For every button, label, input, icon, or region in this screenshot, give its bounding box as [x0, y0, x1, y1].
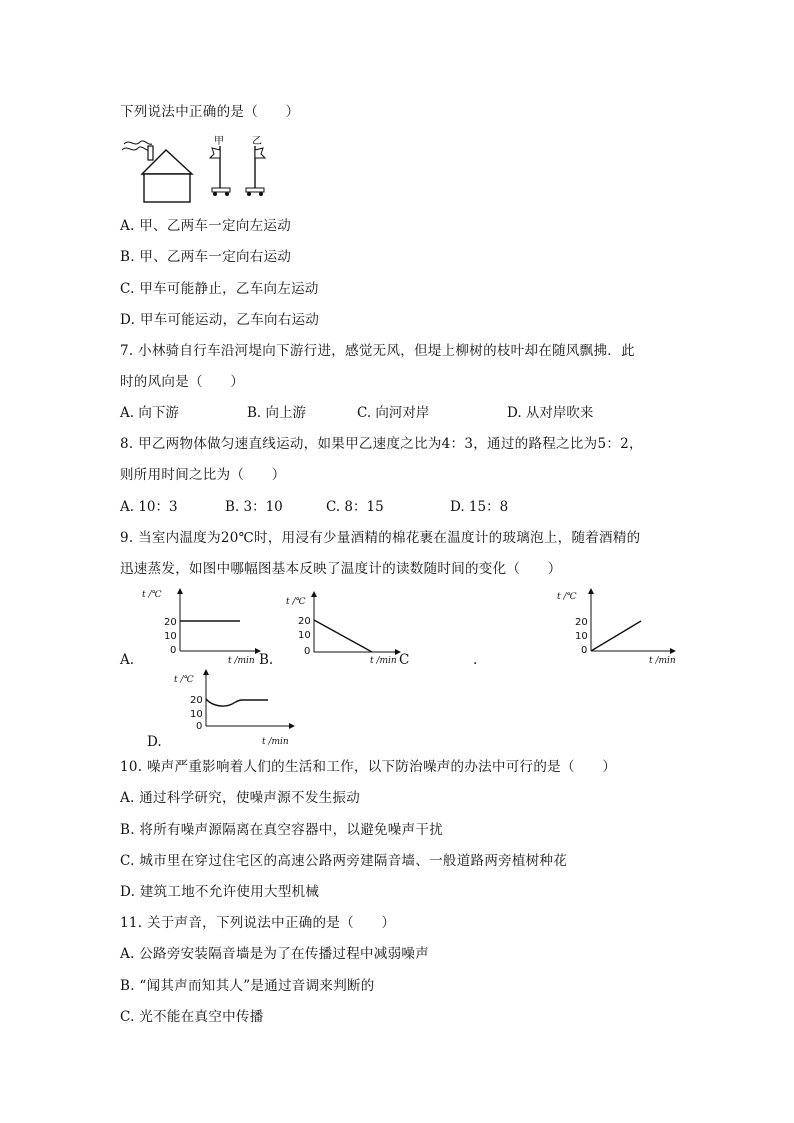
- graph-b-x-label: t /min: [370, 656, 397, 666]
- q9-line2: 迅速蒸发，如图中哪幅图基本反映了温度计的读数随时间的变化（ ）: [120, 561, 562, 577]
- q6-option-b: B. 甲、乙两车一定向右运动: [120, 249, 292, 265]
- svg-text:10: 10: [298, 630, 311, 641]
- svg-text:20: 20: [190, 695, 203, 706]
- q6-option-c: C. 甲车可能静止，乙车向左运动: [120, 281, 319, 297]
- q7-option-d: D. 从对岸吹来: [507, 405, 594, 421]
- graph-b-curve: [314, 620, 372, 652]
- q8-line1: 8. 甲乙两物体做匀速直线运动，如果甲乙速度之比为4：3，通过的路程之比为5：2，: [120, 436, 643, 452]
- q10-option-a: A. 通过科学研究，使噪声源不发生振动: [120, 790, 361, 806]
- q11-option-c: C. 光不能在真空中传播: [120, 1009, 264, 1025]
- svg-text:20: 20: [298, 616, 311, 627]
- q9-label-c-dot: .: [473, 652, 478, 668]
- car-jia: [210, 146, 230, 196]
- q11-option-a: A. 公路旁安装隔音墙是为了在传播过程中减弱噪声: [120, 946, 430, 962]
- graph-c-x-label: t /min: [649, 656, 676, 666]
- q7-option-b: B. 向上游: [247, 405, 307, 421]
- svg-text:20: 20: [164, 617, 177, 628]
- graph-d-x-label: t /min: [262, 737, 289, 747]
- svg-text:10: 10: [164, 631, 177, 642]
- q7-line2: 时的风向是（ ）: [120, 374, 245, 390]
- q8-line2: 则所用时间之比为（ ）: [120, 467, 286, 483]
- q9-label-c: C: [399, 652, 410, 668]
- svg-text:0: 0: [581, 645, 588, 656]
- svg-text:10: 10: [190, 709, 203, 720]
- graph-c-curve: [591, 621, 641, 651]
- graph-b-y-label: t /℃: [286, 597, 306, 607]
- graph-d-y-label: t /℃: [174, 675, 194, 685]
- svg-text:10: 10: [575, 631, 588, 642]
- graph-a: [140, 585, 265, 665]
- svg-text:0: 0: [170, 645, 177, 656]
- smoke-lines: [124, 141, 152, 144]
- q9-label-a: A.: [120, 652, 135, 668]
- svg-text:20: 20: [575, 617, 588, 628]
- q8-option-d: D. 15：8: [450, 499, 509, 515]
- q8-option-a: A. 10：3: [120, 499, 178, 515]
- flag-yi-label: 乙: [252, 136, 262, 147]
- q6-option-d: D. 甲车可能运动，乙车向右运动: [120, 312, 320, 328]
- q8-option-b: B. 3：10: [225, 499, 283, 515]
- house-flags-figure: [120, 132, 280, 204]
- q10-option-c: C. 城市里在穿过住宅区的高速公路两旁建隔音墙、一般道路两旁植树种花: [120, 853, 568, 869]
- graph-a-y-label: t /℃: [142, 590, 162, 600]
- svg-text:0: 0: [196, 721, 203, 732]
- q6-stem: 下列说法中正确的是（ ）: [120, 104, 300, 120]
- q9-label-b: B.: [259, 652, 274, 668]
- flag-jia-label: 甲: [214, 136, 224, 147]
- q7-option-a: A. 向下游: [120, 405, 179, 421]
- graph-c: [555, 585, 680, 665]
- graph-b: [280, 590, 405, 665]
- q11-option-b: B. “闻其声而知其人”是通过音调来判断的: [120, 978, 375, 994]
- q6-option-a: A. 甲、乙两车一定向左运动: [120, 218, 292, 234]
- q7-line1: 7. 小林骑自行车沿河堤向下游行进，感觉无风，但堤上柳树的枝叶却在随风飘拂．此: [120, 343, 635, 359]
- q8-option-c: C. 8：15: [326, 499, 384, 515]
- q9-line1: 9. 当室内温度为20℃时，用浸有少量酒精的棉花裹在温度计的玻璃泡上，随着酒精的: [120, 530, 641, 546]
- svg-text:0: 0: [304, 646, 311, 657]
- q11-stem: 11. 关于声音，下列说法中正确的是（ ）: [120, 915, 396, 931]
- q10-stem: 10. 噪声严重影响着人们的生活和工作，以下防治噪声的办法中可行的是（ ）: [120, 759, 617, 775]
- graph-d-curve: [206, 699, 268, 706]
- q10-option-b: B. 将所有噪声源隔离在真空容器中，以避免噪声干扰: [120, 822, 444, 838]
- q7-option-c: C. 向河对岸: [357, 405, 430, 421]
- graph-d: [172, 668, 297, 748]
- house-body: [144, 174, 190, 202]
- graph-a-x-label: t /min: [228, 656, 255, 666]
- q9-label-d: D.: [147, 734, 162, 750]
- graph-c-y-label: t /℃: [557, 592, 577, 602]
- car-yi: [246, 146, 265, 196]
- q10-option-d: D. 建筑工地不允许使用大型机械: [120, 884, 320, 900]
